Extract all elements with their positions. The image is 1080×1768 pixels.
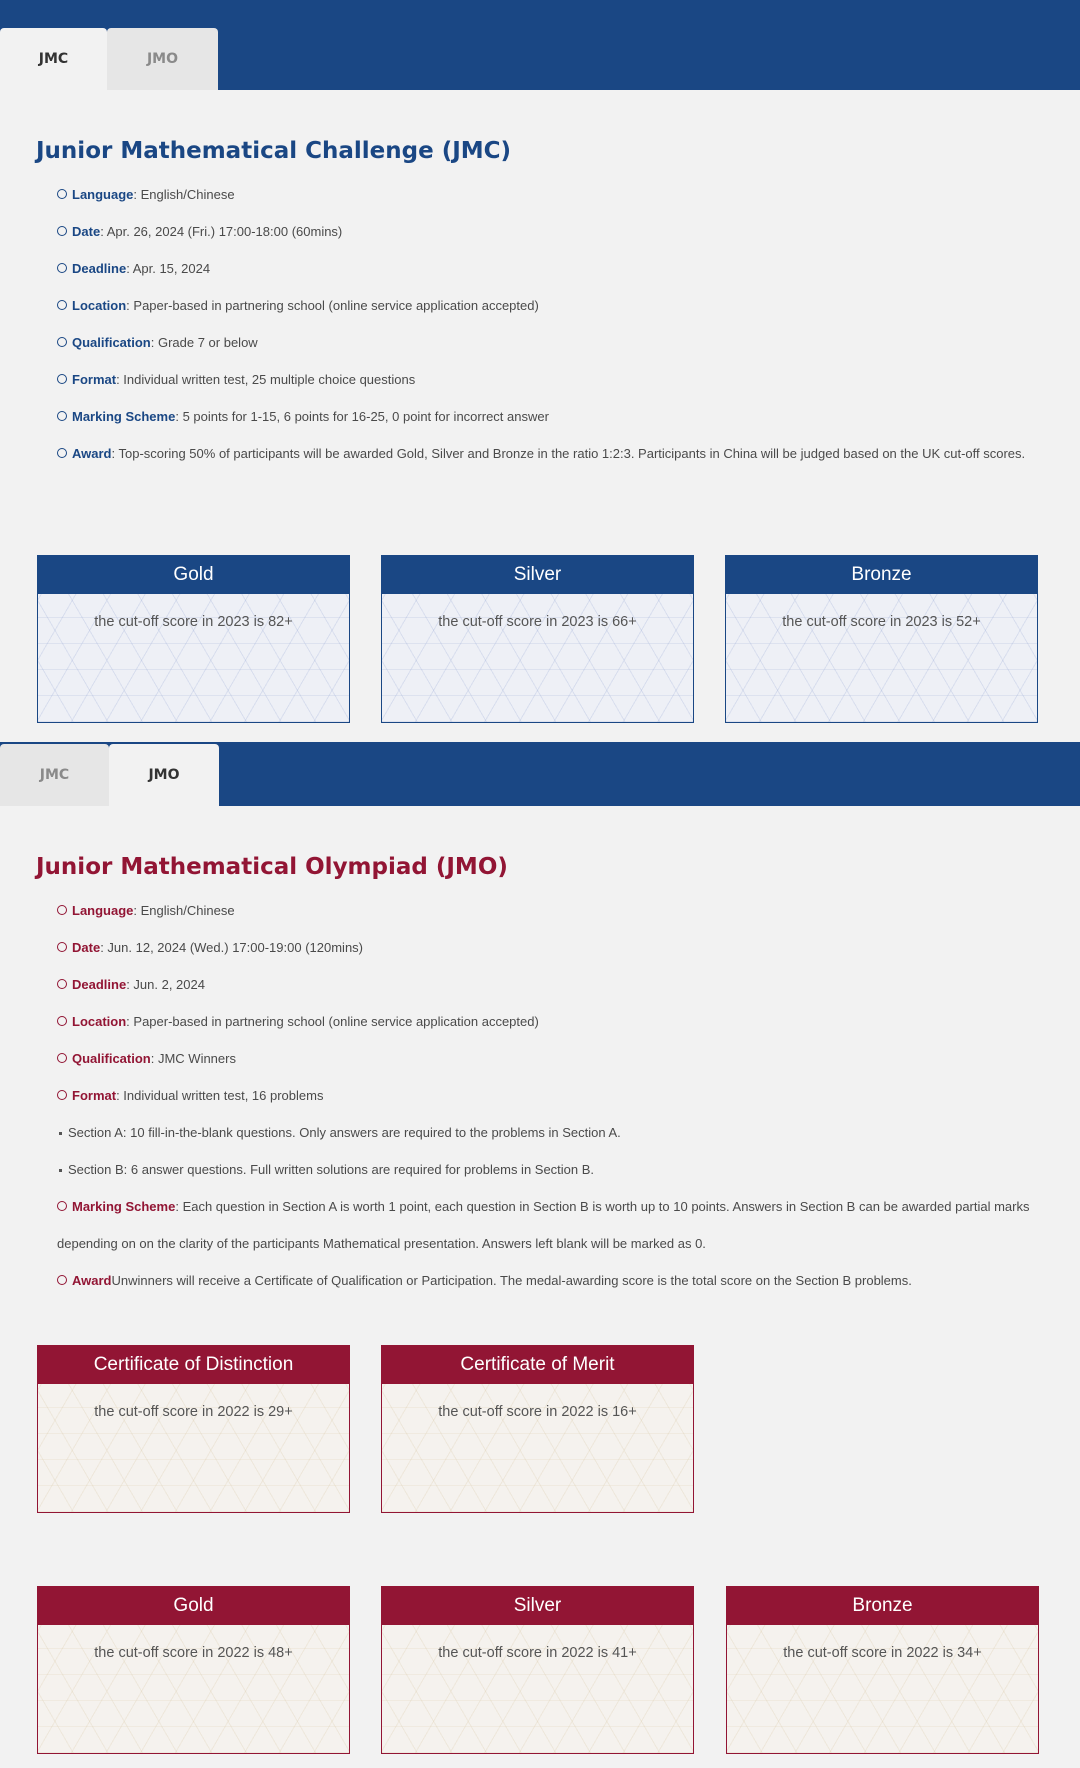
bronze-card bbox=[726, 1586, 1039, 1754]
item-value: Section A: 10 fill-in-the-blank questions. Only answers are required to the problems in Section A. bbox=[68, 1125, 621, 1140]
card-text: the cut-off score in 2022 is 29+ bbox=[38, 1384, 349, 1512]
tab-jmc[interactable]: JMC bbox=[0, 744, 109, 806]
item-label: Marking Scheme bbox=[72, 409, 176, 424]
silver-card bbox=[381, 1586, 694, 1754]
circle-bullet-icon bbox=[57, 942, 67, 952]
item-label: Qualification bbox=[72, 1051, 151, 1066]
list-item bbox=[57, 250, 1047, 287]
list-item bbox=[57, 287, 1047, 324]
item-value: Jun. 2, 2024 bbox=[133, 977, 205, 992]
item-value: Apr. 26, 2024 (Fri.) 17:00-18:00 (60mins) bbox=[106, 224, 343, 239]
jmo-title: Junior Mathematical Olympiad (JMO) bbox=[36, 854, 508, 880]
list-item bbox=[57, 966, 1047, 1003]
circle-bullet-icon bbox=[57, 448, 67, 458]
circle-bullet-icon bbox=[57, 374, 67, 384]
item-sep: : bbox=[100, 940, 108, 955]
item-value: English/Chinese bbox=[140, 903, 235, 918]
list-item bbox=[57, 1077, 1047, 1114]
item-label: Location bbox=[72, 1014, 127, 1029]
item-label: Language bbox=[72, 903, 134, 918]
item-value: English/Chinese bbox=[140, 187, 235, 202]
item-sep: : bbox=[150, 335, 158, 350]
list-item bbox=[57, 176, 1047, 213]
list-item bbox=[57, 929, 1047, 966]
item-sep: : bbox=[126, 977, 134, 992]
card-title: Silver bbox=[382, 1587, 693, 1625]
gold-card bbox=[37, 1586, 350, 1754]
item-value: Jun. 12, 2024 (Wed.) 17:00-19:00 (120mins) bbox=[107, 940, 363, 955]
card-title: Certificate of Merit bbox=[382, 1346, 693, 1384]
item-label: Marking Scheme bbox=[72, 1199, 176, 1214]
circle-bullet-icon bbox=[57, 1016, 67, 1026]
item-sep: : bbox=[126, 1014, 134, 1029]
item-value: 5 points for 1-15, 6 points for 16-25, 0 point for incorrect answer bbox=[182, 409, 549, 424]
card-text: the cut-off score in 2023 is 82+ bbox=[38, 594, 349, 722]
list-item bbox=[57, 1188, 1047, 1262]
item-label: Format bbox=[72, 1088, 117, 1103]
circle-bullet-icon bbox=[57, 337, 67, 347]
card-title: Silver bbox=[382, 556, 693, 594]
list-item bbox=[57, 1003, 1047, 1040]
card-text: the cut-off score in 2022 is 34+ bbox=[727, 1625, 1038, 1753]
card-title: Gold bbox=[38, 556, 349, 594]
list-item bbox=[57, 1262, 1047, 1299]
jmc-info-list bbox=[57, 176, 1047, 472]
bronze-card bbox=[725, 555, 1038, 723]
item-sep: : bbox=[111, 446, 119, 461]
item-sep: : bbox=[175, 1199, 183, 1214]
list-item bbox=[57, 361, 1047, 398]
merit-card bbox=[381, 1345, 694, 1513]
card-text: the cut-off score in 2023 is 66+ bbox=[382, 594, 693, 722]
item-label: Date bbox=[72, 224, 101, 239]
circle-bullet-icon bbox=[57, 1090, 67, 1100]
item-value: Top-scoring 50% of participants will be awarded Gold, Silver and Bronze in the ratio 1:2:3. Participants in China will be judged based on the UK cut-off scores. bbox=[118, 446, 1026, 461]
card-text: the cut-off score in 2022 is 41+ bbox=[382, 1625, 693, 1753]
item-sep: : bbox=[133, 187, 141, 202]
item-label: Location bbox=[72, 298, 127, 313]
jmo-section bbox=[0, 806, 1080, 1768]
circle-bullet-icon bbox=[57, 979, 67, 989]
jmc-tab-bar bbox=[0, 0, 1080, 90]
circle-bullet-icon bbox=[57, 263, 67, 273]
item-label: Qualification bbox=[72, 335, 151, 350]
item-sep: : bbox=[126, 298, 134, 313]
item-sep: : bbox=[116, 372, 124, 387]
item-sep: : bbox=[133, 903, 141, 918]
item-value: Unwinners will receive a Certificate of Qualification or Participation. The medal-awarding score is the total score on the Section B problems. bbox=[111, 1273, 912, 1288]
list-item bbox=[57, 435, 1047, 472]
square-bullet-icon bbox=[59, 1132, 62, 1135]
item-value: JMC Winners bbox=[157, 1051, 236, 1066]
circle-bullet-icon bbox=[57, 411, 67, 421]
item-sep: : bbox=[126, 261, 133, 276]
card-text: the cut-off score in 2023 is 52+ bbox=[726, 594, 1037, 722]
item-value: Paper-based in partnering school (online service application accepted) bbox=[133, 1014, 539, 1029]
item-value: Paper-based in partnering school (online service application accepted) bbox=[133, 298, 539, 313]
card-title: Certificate of Distinction bbox=[38, 1346, 349, 1384]
card-title: Gold bbox=[38, 1587, 349, 1625]
jmc-section bbox=[0, 90, 1080, 742]
item-label: Date bbox=[72, 940, 101, 955]
gold-card bbox=[37, 555, 350, 723]
card-text: the cut-off score in 2022 is 48+ bbox=[38, 1625, 349, 1753]
circle-bullet-icon bbox=[57, 1275, 67, 1285]
list-item bbox=[57, 324, 1047, 361]
jmo-info-list bbox=[57, 892, 1047, 1299]
list-item bbox=[57, 892, 1047, 929]
tab-jmo[interactable]: JMO bbox=[109, 744, 219, 806]
item-value: Individual written test, 25 multiple choice questions bbox=[123, 372, 416, 387]
tab-jmo[interactable]: JMO bbox=[107, 28, 218, 90]
circle-bullet-icon bbox=[57, 1201, 67, 1211]
card-title: Bronze bbox=[726, 556, 1037, 594]
circle-bullet-icon bbox=[57, 300, 67, 310]
item-value: Each question in Section A is worth 1 point, each question in Section B is worth up to 10 points. Answers in Section B can be awarded partial marks depending on on the clarity of the participants Mathematical presentation. Answers left blank will be marked as 0. bbox=[57, 1199, 1030, 1251]
item-sep: : bbox=[175, 409, 183, 424]
item-label: Award bbox=[72, 1273, 112, 1288]
jmc-title: Junior Mathematical Challenge (JMC) bbox=[36, 138, 512, 164]
item-value: Individual written test, 16 problems bbox=[123, 1088, 324, 1103]
card-text: the cut-off score in 2022 is 16+ bbox=[382, 1384, 693, 1512]
item-value: Apr. 15, 2024 bbox=[132, 261, 211, 276]
item-label: Format bbox=[72, 372, 117, 387]
silver-card bbox=[381, 555, 694, 723]
circle-bullet-icon bbox=[57, 189, 67, 199]
item-sep: : bbox=[116, 1088, 124, 1103]
square-bullet-icon bbox=[59, 1169, 62, 1172]
item-label: Deadline bbox=[72, 977, 127, 992]
card-title: Bronze bbox=[727, 1587, 1038, 1625]
circle-bullet-icon bbox=[57, 226, 67, 236]
list-item bbox=[57, 1040, 1047, 1077]
item-label: Language bbox=[72, 187, 134, 202]
distinction-card bbox=[37, 1345, 350, 1513]
item-sep: : bbox=[100, 224, 107, 239]
circle-bullet-icon bbox=[57, 1053, 67, 1063]
list-item bbox=[57, 1151, 1047, 1188]
jmo-tab-bar bbox=[0, 742, 1080, 806]
tab-jmc[interactable]: JMC bbox=[0, 28, 107, 90]
list-item bbox=[57, 1114, 1047, 1151]
circle-bullet-icon bbox=[57, 905, 67, 915]
list-item bbox=[57, 213, 1047, 250]
item-value: Grade 7 or below bbox=[157, 335, 258, 350]
item-sep: : bbox=[150, 1051, 158, 1066]
item-label: Deadline bbox=[72, 261, 127, 276]
item-value: Section B: 6 answer questions. Full written solutions are required for problems in Section B. bbox=[68, 1162, 595, 1177]
list-item bbox=[57, 398, 1047, 435]
item-label: Award bbox=[72, 446, 112, 461]
